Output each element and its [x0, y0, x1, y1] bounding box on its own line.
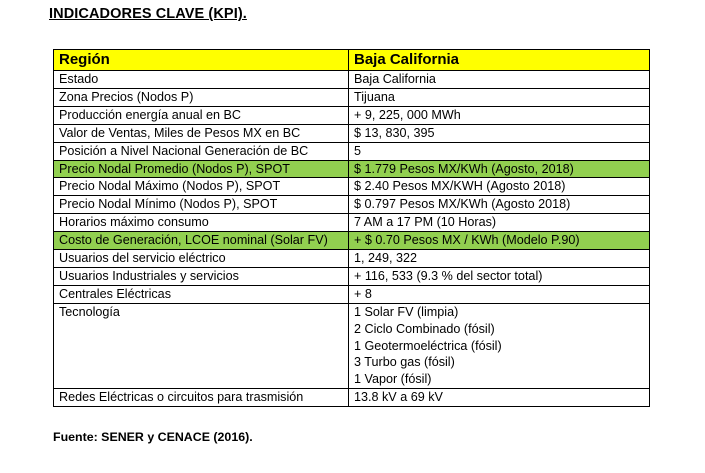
table-row	[54, 267, 650, 285]
table-row	[54, 88, 650, 106]
table-row	[54, 250, 650, 268]
row-label: Horarios máximo consumo	[54, 214, 349, 232]
table-row	[54, 196, 650, 214]
technology-item: 1 Solar FV (limpia)	[354, 304, 459, 319]
row-label: Posición a Nivel Nacional Generación de BC	[54, 142, 349, 160]
row-label: Estado	[54, 71, 349, 89]
row-label: Redes Eléctricas o circuitos para trasmisión	[54, 389, 349, 407]
row-value: $ 0.797 Pesos MX/KWh (Agosto 2018)	[349, 196, 650, 214]
row-value: $ 13, 830, 395	[349, 124, 650, 142]
document-title: INDICADORES CLAVE (KPI).	[49, 6, 247, 22]
row-label: Valor de Ventas, Miles de Pesos MX en BC	[54, 124, 349, 142]
row-label: Producción energía anual en BC	[54, 106, 349, 124]
table-header-row	[54, 50, 650, 71]
row-value-list	[349, 303, 650, 388]
table-row	[54, 389, 650, 407]
row-label: Precio Nodal Mínimo (Nodos P), SPOT	[54, 196, 349, 214]
row-label: Usuarios Industriales y servicios	[54, 267, 349, 285]
table-row	[54, 124, 650, 142]
source-note: Fuente: SENER y CENACE (2016).	[53, 430, 253, 444]
technology-item: 1 Geotermoeléctrica (fósil)	[354, 338, 502, 353]
technology-item: 3 Turbo gas (fósil)	[354, 355, 455, 370]
table-row	[54, 285, 650, 303]
row-label: Zona Precios (Nodos P)	[54, 88, 349, 106]
row-label: Centrales Eléctricas	[54, 285, 349, 303]
row-label: Usuarios del servicio eléctrico	[54, 250, 349, 268]
technology-item: 1 Vapor (fósil)	[354, 372, 432, 387]
row-label: Costo de Generación, LCOE nominal (Solar FV)	[54, 232, 349, 250]
table-row	[54, 71, 650, 89]
row-label: Precio Nodal Máximo (Nodos P), SPOT	[54, 178, 349, 196]
table-row	[54, 178, 650, 196]
row-label: Tecnología	[54, 303, 349, 388]
header-baja-california: Baja California	[349, 50, 650, 71]
row-value: 5	[349, 142, 650, 160]
technology-item: 2 Ciclo Combinado (fósil)	[354, 321, 495, 336]
row-value: + 8	[349, 285, 650, 303]
table-row	[54, 106, 650, 124]
row-value: 1, 249, 322	[349, 250, 650, 268]
row-value: + 9, 225, 000 MWh	[349, 106, 650, 124]
table-row-highlighted	[54, 232, 650, 250]
table-row-highlighted	[54, 160, 650, 178]
table-row	[54, 214, 650, 232]
row-value: $ 1.779 Pesos MX/KWh (Agosto, 2018)	[349, 160, 650, 178]
row-value: + 116, 533 (9.3 % del sector total)	[349, 267, 650, 285]
kpi-table	[53, 49, 650, 407]
table-row	[54, 142, 650, 160]
row-value: Baja California	[349, 71, 650, 89]
row-value: + $ 0.70 Pesos MX / KWh (Modelo P.90)	[349, 232, 650, 250]
row-value: 7 AM a 17 PM (10 Horas)	[349, 214, 650, 232]
row-value: 13.8 kV a 69 kV	[349, 389, 650, 407]
header-region: Región	[54, 50, 349, 71]
row-value: Tijuana	[349, 88, 650, 106]
row-label: Precio Nodal Promedio (Nodos P), SPOT	[54, 160, 349, 178]
table-row-tecnologia	[54, 303, 650, 388]
row-value: $ 2.40 Pesos MX/KWH (Agosto 2018)	[349, 178, 650, 196]
